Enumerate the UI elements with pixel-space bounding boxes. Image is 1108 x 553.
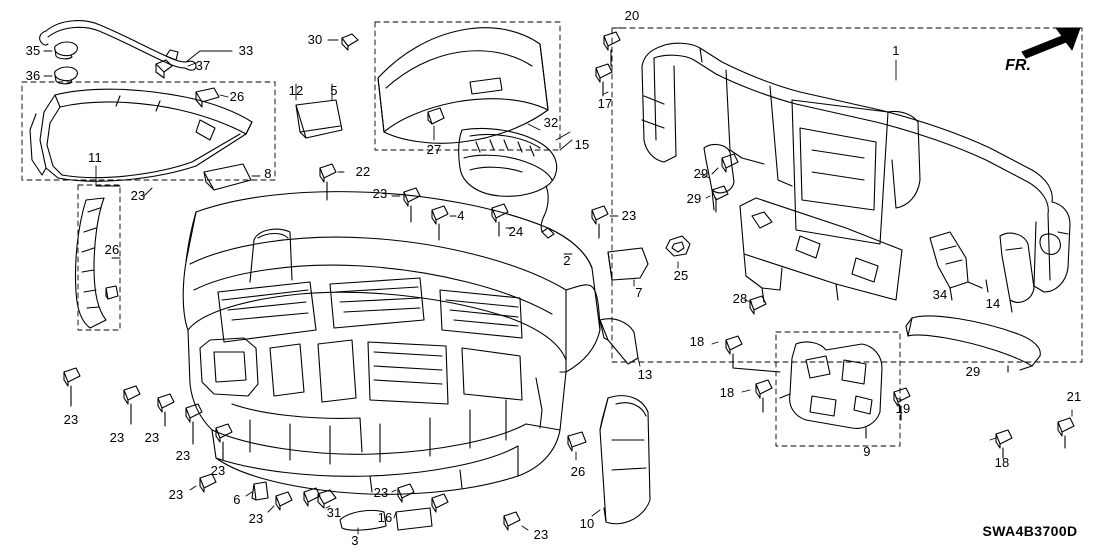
callout-number: 34: [932, 287, 948, 302]
callout-number: 23: [168, 487, 184, 502]
callout-number: 23: [533, 527, 549, 542]
callout-number: 13: [637, 367, 653, 382]
callout-number: 23: [130, 188, 146, 203]
callout-number: 18: [994, 455, 1010, 470]
callout-number: 3: [351, 533, 359, 548]
callout-number: 4: [457, 208, 465, 223]
callout-number: 25: [673, 268, 689, 283]
diagram-part-code: SWA4B3700D: [982, 523, 1078, 539]
callout-number: 22: [355, 164, 371, 179]
callout-number: 30: [307, 32, 323, 47]
callout-number: 11: [88, 150, 102, 165]
callout-number: 5: [330, 83, 338, 98]
callout-number: 8: [264, 166, 272, 181]
callout-number: 31: [326, 505, 342, 520]
callout-number: 18: [689, 334, 705, 349]
callout-number: 23: [373, 485, 389, 500]
callout-number: 37: [195, 58, 211, 73]
callout-number: 24: [508, 224, 524, 239]
callout-number: 27: [426, 142, 442, 157]
callout-number: 23: [175, 448, 191, 463]
callout-number: 7: [635, 285, 643, 300]
callout-number: 33: [238, 43, 254, 58]
callout-number: 36: [25, 68, 41, 83]
callout-number: 23: [63, 412, 79, 427]
callout-number: 23: [372, 186, 388, 201]
callout-number: 14: [985, 296, 1001, 311]
callout-number: 28: [732, 291, 748, 306]
callout-number: 16: [377, 510, 393, 525]
callout-number: 17: [597, 96, 613, 111]
callout-number: 10: [579, 516, 595, 531]
callout-number: 29: [693, 166, 709, 181]
callout-number: 26: [570, 464, 586, 479]
callout-number: 6: [233, 492, 241, 507]
callout-number: 26: [104, 242, 120, 257]
callout-number: 9: [863, 444, 871, 459]
callout-number: 29: [686, 191, 702, 206]
callout-number: 12: [288, 83, 304, 98]
callout-number: 19: [895, 401, 911, 416]
front-direction-label: FR.: [1005, 57, 1031, 74]
callout-number: 23: [621, 208, 637, 223]
callout-number: 2: [563, 253, 571, 268]
callout-number: 23: [248, 511, 264, 526]
callout-number: 23: [210, 463, 226, 478]
callout-number: 23: [144, 430, 160, 445]
callout-number: 18: [719, 385, 735, 400]
callout-number: 32: [543, 115, 559, 130]
callout-number: 1: [892, 43, 900, 58]
callout-number: 21: [1066, 389, 1082, 404]
callout-number: 15: [574, 137, 590, 152]
callout-number: 35: [25, 43, 41, 58]
callout-number: 20: [624, 8, 640, 23]
callout-number: 29: [965, 364, 981, 379]
callout-number: 26: [229, 89, 245, 104]
callout-number: 23: [109, 430, 125, 445]
